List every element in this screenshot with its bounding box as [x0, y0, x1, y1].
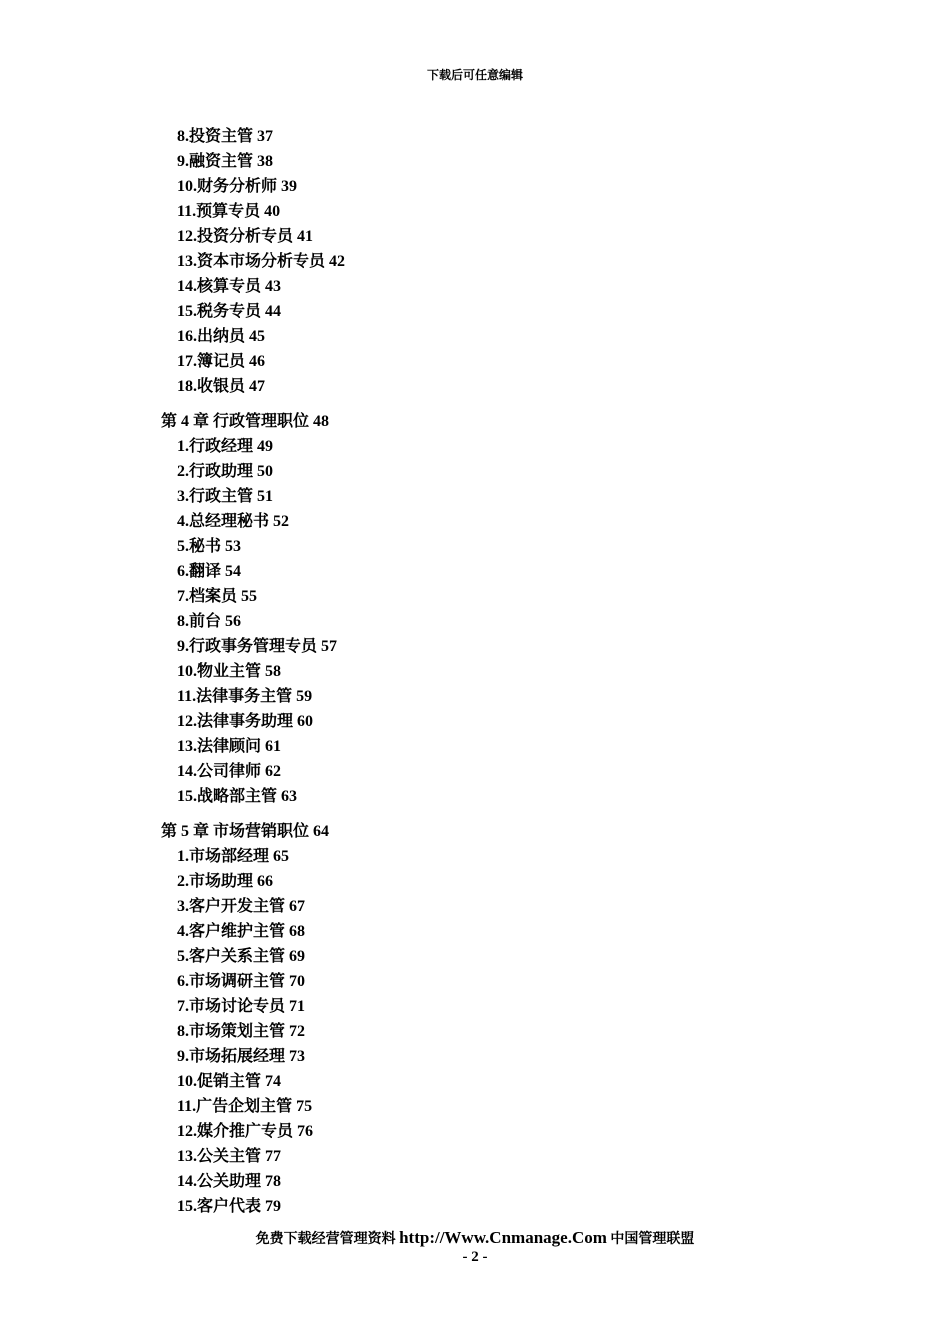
toc-item: 14.公司律师 62	[177, 763, 282, 780]
toc-item: 6.翻译 54	[177, 563, 242, 580]
toc-item: 5.秘书 53	[177, 538, 242, 555]
toc-item: 10.促销主管 74	[177, 1073, 282, 1090]
toc-item: 12.媒介推广专员 76	[177, 1123, 314, 1140]
toc-item: 2.市场助理 66	[177, 873, 274, 890]
footer-url: http://Www.Cnmanage.Com	[399, 1228, 607, 1247]
toc-item: 1.市场部经理 65	[177, 848, 290, 865]
toc-item: 8.前台 56	[177, 613, 242, 630]
toc-item: 10.财务分析师 39	[177, 178, 298, 195]
table-of-contents	[0, 124, 950, 1219]
toc-item: 17.簿记员 46	[177, 353, 266, 370]
toc-item: 1.行政经理 49	[177, 438, 274, 455]
toc-item: 12.法律事务助理 60	[177, 713, 314, 730]
toc-item: 15.战略部主管 63	[177, 788, 298, 805]
toc-item: 10.物业主管 58	[177, 663, 282, 680]
toc-item: 15.客户代表 79	[177, 1198, 282, 1215]
toc-item: 11.法律事务主管 59	[177, 688, 313, 705]
page-header: 下载后可任意编辑	[426, 68, 523, 82]
toc-item: 3.行政主管 51	[177, 488, 274, 505]
toc-item: 15.税务专员 44	[177, 303, 282, 320]
toc-item: 14.核算专员 43	[177, 278, 282, 295]
toc-item: 9.行政事务管理专员 57	[177, 638, 338, 655]
footer-line	[0, 1228, 950, 1248]
toc-item: 8.投资主管 37	[177, 128, 274, 145]
page-footer	[0, 1228, 950, 1266]
toc-chapter: 第 4 章 行政管理职位 48	[161, 413, 330, 430]
toc-item: 4.客户维护主管 68	[177, 923, 306, 940]
toc-item: 9.市场拓展经理 73	[177, 1048, 306, 1065]
toc-item: 13.法律顾问 61	[177, 738, 282, 755]
toc-item: 8.市场策划主管 72	[177, 1023, 306, 1040]
footer-suffix: 中国管理联盟	[606, 1232, 695, 1247]
page-number: - 2 -	[462, 1249, 488, 1265]
toc-item: 16.出纳员 45	[177, 328, 266, 345]
toc-item: 9.融资主管 38	[177, 153, 274, 170]
toc-item: 11.广告企划主管 75	[177, 1098, 313, 1115]
toc-item: 7.市场讨论专员 71	[177, 998, 306, 1015]
toc-item: 18.收银员 47	[177, 378, 266, 395]
toc-item: 13.公关主管 77	[177, 1148, 282, 1165]
toc-item: 11.预算专员 40	[177, 203, 281, 220]
toc-item: 3.客户开发主管 67	[177, 898, 306, 915]
toc-item: 2.行政助理 50	[177, 463, 274, 480]
toc-item: 14.公关助理 78	[177, 1173, 282, 1190]
toc-item: 12.投资分析专员 41	[177, 228, 314, 245]
toc-item: 7.档案员 55	[177, 588, 258, 605]
toc-item: 5.客户关系主管 69	[177, 948, 306, 965]
toc-item: 13.资本市场分析专员 42	[177, 253, 346, 270]
toc-chapter: 第 5 章 市场营销职位 64	[161, 823, 330, 840]
footer-prefix: 免费下载经营管理资料	[255, 1232, 400, 1247]
toc-item: 4.总经理秘书 52	[177, 513, 290, 530]
toc-item: 6.市场调研主管 70	[177, 973, 306, 990]
